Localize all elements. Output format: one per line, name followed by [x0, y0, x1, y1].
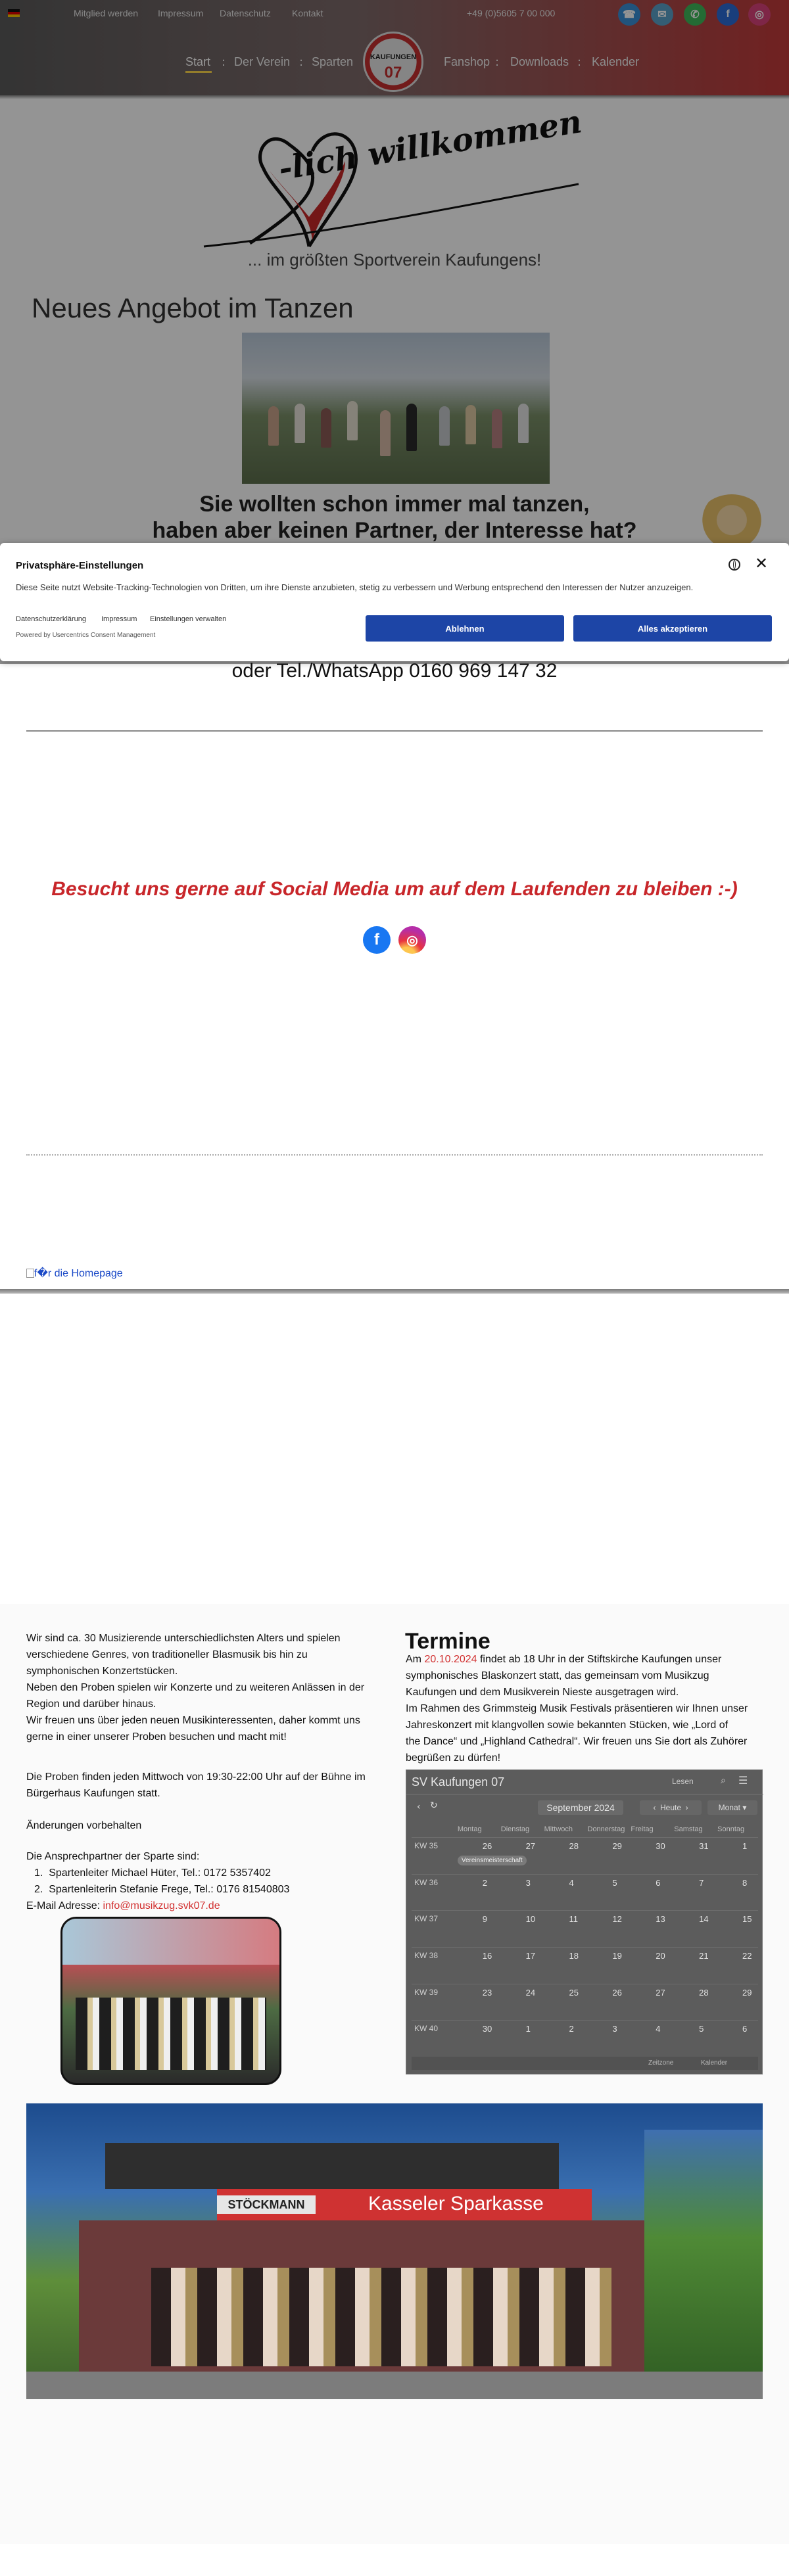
globe-meridian	[733, 560, 736, 569]
calendar-view-selector[interactable]: Monat ▾	[707, 1800, 757, 1815]
calendar-day[interactable]: 1	[525, 2024, 531, 2034]
calendar-day[interactable]: 9	[482, 1914, 487, 1925]
calendar-day[interactable]: 8	[742, 1877, 748, 1888]
band-stage-photo	[26, 2103, 763, 2399]
calendar-day[interactable]: 21	[699, 1951, 709, 1961]
music-contacts-label: Die Ansprechpartner der Sparte sind:	[26, 1851, 200, 1862]
calendar-day[interactable]: 11	[569, 1914, 578, 1925]
topbar-link-datenschutz[interactable]: Datenschutz	[220, 8, 271, 18]
music-paragraph-3: Die Proben finden jeden Mittwoch von 19:30-22:00 Uhr auf der Bühne im Bürgerhaus Kaufungen statt.	[26, 1771, 366, 1799]
termine-line5: Jahreskonzert mit klangvollen sowie bekannten Stücken, wie „Lord of	[406, 1720, 729, 1731]
calendar-prev-icon[interactable]: ‹	[417, 1802, 421, 1812]
termine-prefix: Am	[406, 1654, 421, 1665]
termine-date: 20.10.2024	[424, 1654, 477, 1665]
nav-separator: :	[495, 55, 500, 69]
calendar-weekday: Mittwoch	[544, 1825, 573, 1833]
broken-image-alt: f�r die Homepage	[34, 1268, 123, 1279]
stage-banner	[217, 2189, 592, 2220]
calendar-day[interactable]: 1	[742, 1841, 748, 1851]
facebook-icon[interactable]: f	[363, 926, 391, 954]
cookie-powered-by: Powered by Usercentrics Consent Management	[16, 632, 156, 639]
social-media-cta: Besucht uns gerne auf Social Media um auf dem Laufenden zu bleiben :-)	[51, 878, 738, 900]
decline-button[interactable]: Ablehnen	[366, 615, 564, 642]
calendar-row-line	[412, 1910, 758, 1911]
calendar-weekday: Freitag	[631, 1825, 654, 1833]
music-text-1: Wir sind ca. 30 Musizierende unterschiedlichsten Alters und spielen verschiedene Genres, von traditioneller Blasmusik bis hin zu symphonischen Konzertstücken.	[26, 1633, 341, 1677]
calendar-refresh-icon[interactable]: ↻	[430, 1800, 438, 1811]
termine-text	[406, 1651, 774, 1766]
calendar-today-button[interactable]: ‹ Heute ›	[640, 1800, 702, 1815]
calendar-row-line	[412, 1874, 758, 1875]
calendar-day[interactable]: 3	[612, 2024, 617, 2034]
calendar-day[interactable]: 16	[482, 1951, 492, 1961]
music-paragraph-2: Wir freuen uns über jeden neuen Musikinteressenten, daher kommt uns gerne in einer unserer Proben besuchen und macht mit!	[26, 1715, 360, 1743]
calendar-day[interactable]: 5	[612, 1877, 617, 1888]
calendar-day[interactable]: 26	[612, 1987, 622, 1998]
termine-line4: Im Rahmen des Grimmsteig Musik Festivals präsentieren wir Ihnen unser	[406, 1703, 748, 1714]
calendar-day[interactable]: 24	[525, 1987, 536, 1998]
calendar-day[interactable]: 31	[699, 1841, 709, 1851]
nav-separator: :	[299, 55, 304, 69]
contact-name-2: Spartenleiterin Stefanie Frege, Tel.: 0176 81540803	[49, 1884, 290, 1895]
calendar-day[interactable]: 7	[699, 1877, 704, 1888]
calendar-day[interactable]: 27	[656, 1987, 665, 1998]
close-icon[interactable]: ✕	[755, 555, 769, 573]
photo-sky-house	[62, 1919, 281, 1965]
stage-floor	[26, 2372, 763, 2399]
calendar-day[interactable]: 6	[742, 2024, 748, 2034]
language-globe-icon[interactable]	[729, 559, 740, 571]
calendar-day[interactable]: 13	[656, 1914, 665, 1925]
contact-name-1: Spartenleiter Michael Hüter, Tel.: 0172 5357402	[49, 1867, 271, 1879]
music-paragraph-1	[26, 1630, 381, 1712]
dance-heading: Neues Angebot im Tanzen	[32, 293, 354, 323]
topbar-link-impressum[interactable]: Impressum	[158, 8, 204, 18]
email-label: E-Mail Adresse:	[26, 1900, 101, 1911]
calendar-day[interactable]: 4	[569, 1877, 574, 1888]
menu-icon[interactable]: ☰	[738, 1774, 748, 1787]
nav-kalender[interactable]: Kalender	[592, 55, 640, 68]
music-email-line	[26, 1898, 381, 1914]
stage-truss	[105, 2143, 559, 2189]
cookie-title: Privatsphäre-Einstellungen	[16, 560, 144, 571]
nav-separator: :	[577, 55, 582, 69]
calendar-widget[interactable]	[406, 1769, 763, 2074]
calendar-week-number: KW 40	[414, 2024, 439, 2034]
welcome-heading: -lich willkommen	[276, 103, 585, 188]
topbar-link-membership[interactable]: Mitglied werden	[74, 8, 139, 18]
calendar-day[interactable]: 4	[656, 2024, 661, 2034]
calendar-day[interactable]: 19	[612, 1951, 622, 1961]
termine-heading: Termine	[405, 1629, 490, 1654]
calendar-day[interactable]: 18	[569, 1951, 579, 1961]
section-divider	[0, 1289, 789, 1294]
music-contact-1: 1. Spartenleiter Michael Hüter, Tel.: 0172 5357402	[34, 1867, 271, 1879]
nav-separator: :	[222, 55, 226, 69]
nav-start[interactable]: Start	[185, 55, 211, 68]
topbar-phone: +49 (0)5605 7 00 000	[467, 8, 556, 18]
welcome-subheading: ... im größten Sportverein Kaufungens!	[247, 250, 542, 269]
calendar-footer	[412, 2057, 758, 2070]
calendar-grid	[412, 1823, 758, 2057]
calendar-day[interactable]: 2	[569, 2024, 574, 2034]
calendar-day[interactable]: 30	[656, 1841, 665, 1851]
dance-contact-line: oder Tel./WhatsApp 0160 969 147 32	[231, 660, 558, 682]
stage-musicians	[151, 2268, 611, 2366]
calendar-weekday: Montag	[457, 1825, 482, 1833]
calendar-day[interactable]: 10	[525, 1914, 536, 1925]
divider	[26, 730, 763, 732]
cookie-consent-banner	[0, 543, 789, 661]
nav-der-verein[interactable]: Der Verein	[234, 55, 291, 68]
calendar-day[interactable]: 2	[482, 1877, 487, 1888]
logo-number: 07	[384, 64, 402, 82]
calendar-day[interactable]: 28	[699, 1987, 709, 1998]
calendar-weekday: Sonntag	[717, 1825, 745, 1833]
music-text-1b: Neben den Proben spielen wir Konzerte und zu weiteren Anlässen in der Region und darüber hinaus.	[26, 1682, 365, 1710]
calendar-read-link[interactable]: Lesen	[672, 1777, 694, 1786]
calendar-day[interactable]: 26	[482, 1841, 492, 1851]
calendar-day[interactable]: 25	[569, 1987, 579, 1998]
calendar-day[interactable]: 22	[742, 1951, 752, 1961]
calendar-view-label: Monat	[718, 1803, 740, 1812]
termine-line2: symphonisches Blaskonzert statt, das gemeinsam vom Musikzug	[406, 1670, 709, 1681]
stage-banner-right: Kasseler Sparkasse	[368, 2193, 544, 2214]
calendar-day[interactable]: 20	[656, 1951, 665, 1961]
nav-fanshop[interactable]: Fanshop	[444, 55, 490, 68]
calendar-day[interactable]: 29	[742, 1987, 752, 1998]
divider-dotted	[26, 1154, 763, 1156]
nav-sparten[interactable]: Sparten	[312, 55, 354, 68]
calendar-month-selector[interactable]: September 2024	[538, 1800, 623, 1815]
band-photo-outdoor	[60, 1917, 281, 2085]
calendar-weekday: Samstag	[674, 1825, 703, 1833]
calendar-day[interactable]: 15	[742, 1914, 752, 1925]
calendar-day[interactable]: 3	[525, 1877, 531, 1888]
calendar-row-line	[412, 1947, 758, 1948]
accept-all-button[interactable]: Alles akzeptieren	[573, 615, 772, 642]
cookie-link-settings[interactable]: Einstellungen verwalten	[150, 615, 227, 623]
calendar-day[interactable]: 30	[482, 2024, 492, 2034]
instagram-icon[interactable]: ◎	[748, 3, 771, 26]
calendar-row-line	[412, 1837, 758, 1838]
broken-image-link[interactable]	[26, 1267, 123, 1280]
calendar-title: SV Kaufungen 07	[412, 1775, 505, 1789]
calendar-today-label: Heute	[659, 1803, 682, 1812]
termine-line3: Kaufungen und dem Musikverein Nieste ausgetragen wird.	[406, 1687, 679, 1698]
calendar-day[interactable]: 14	[699, 1914, 709, 1925]
photo-musicians	[76, 1998, 266, 2070]
whatsapp-icon[interactable]: ✆	[684, 3, 706, 26]
calendar-day[interactable]: 28	[569, 1841, 579, 1851]
calendar-timezone: Zeitzone	[648, 2059, 674, 2067]
facebook-icon[interactable]: f	[717, 3, 739, 26]
stage-banner-left: STÖCKMANN	[217, 2195, 316, 2214]
calendar-footer-link[interactable]: Kalender	[701, 2059, 728, 2067]
termine-line1: findet ab 18 Uhr in der Stiftskirche Kaufungen unser	[479, 1654, 722, 1665]
calendar-day[interactable]: 5	[699, 2024, 704, 2034]
calendar-weekday: Donnerstag	[587, 1825, 625, 1833]
calendar-day[interactable]: 23	[482, 1987, 492, 1998]
calendar-week-number: KW 36	[414, 1877, 439, 1887]
cookie-link-impressum[interactable]: Impressum	[101, 615, 137, 623]
instagram-icon[interactable]: ◎	[398, 926, 426, 954]
termine-line7: begrüßen zu dürfen!	[406, 1752, 501, 1764]
dance-tagline-2: haben aber keinen Partner, der Interesse hat?	[152, 518, 637, 543]
calendar-week-number: KW 38	[414, 1951, 439, 1960]
termine-line6: the Dance“ und „Highland Cathedral“. Wir freuen uns Sie dort als Zuhörer	[406, 1736, 748, 1747]
search-icon[interactable]: ⌕	[721, 1775, 726, 1786]
stage-trees	[644, 2130, 763, 2399]
topbar-link-kontakt[interactable]: Kontakt	[292, 8, 323, 18]
phone-icon[interactable]: ☎	[618, 3, 640, 26]
calendar-row-line	[412, 2020, 758, 2021]
calendar-day[interactable]: 27	[525, 1841, 536, 1851]
calendar-event[interactable]: Vereinsmeisterschaft	[458, 1856, 527, 1865]
calendar-day[interactable]: 17	[525, 1951, 536, 1961]
email-link[interactable]: info@musikzug.svk07.de	[103, 1900, 220, 1911]
nav-downloads[interactable]: Downloads	[510, 55, 569, 68]
music-paragraph-4: Änderungen vorbehalten	[26, 1820, 142, 1831]
calendar-week-number: KW 37	[414, 1914, 439, 1924]
music-contact-2: 2. Spartenleiterin Stefanie Frege, Tel.: 0176 81540803	[34, 1884, 290, 1895]
mail-icon[interactable]: ✉	[651, 3, 673, 26]
calendar-week-number: KW 35	[414, 1841, 439, 1850]
broken-image-icon	[26, 1269, 34, 1278]
logo-text: KAUFUNGEN	[370, 53, 417, 61]
calendar-day[interactable]: 29	[612, 1841, 622, 1851]
cookie-description: Diese Seite nutzt Website-Tracking-Technologien von Dritten, um ihre Dienste anzubieten, stetig zu verbessern und Werbung entsprechend den Interessen der Nutzer anzuzeigen.	[16, 582, 694, 592]
calendar-day[interactable]: 12	[612, 1914, 622, 1925]
dance-tagline-1: Sie wollten schon immer mal tanzen,	[199, 492, 590, 517]
calendar-weekday: Dienstag	[500, 1825, 530, 1833]
calendar-week-number: KW 39	[414, 1987, 439, 1997]
calendar-day[interactable]: 6	[656, 1877, 661, 1888]
cookie-link-privacy[interactable]: Datenschutzerklärung	[16, 615, 87, 623]
